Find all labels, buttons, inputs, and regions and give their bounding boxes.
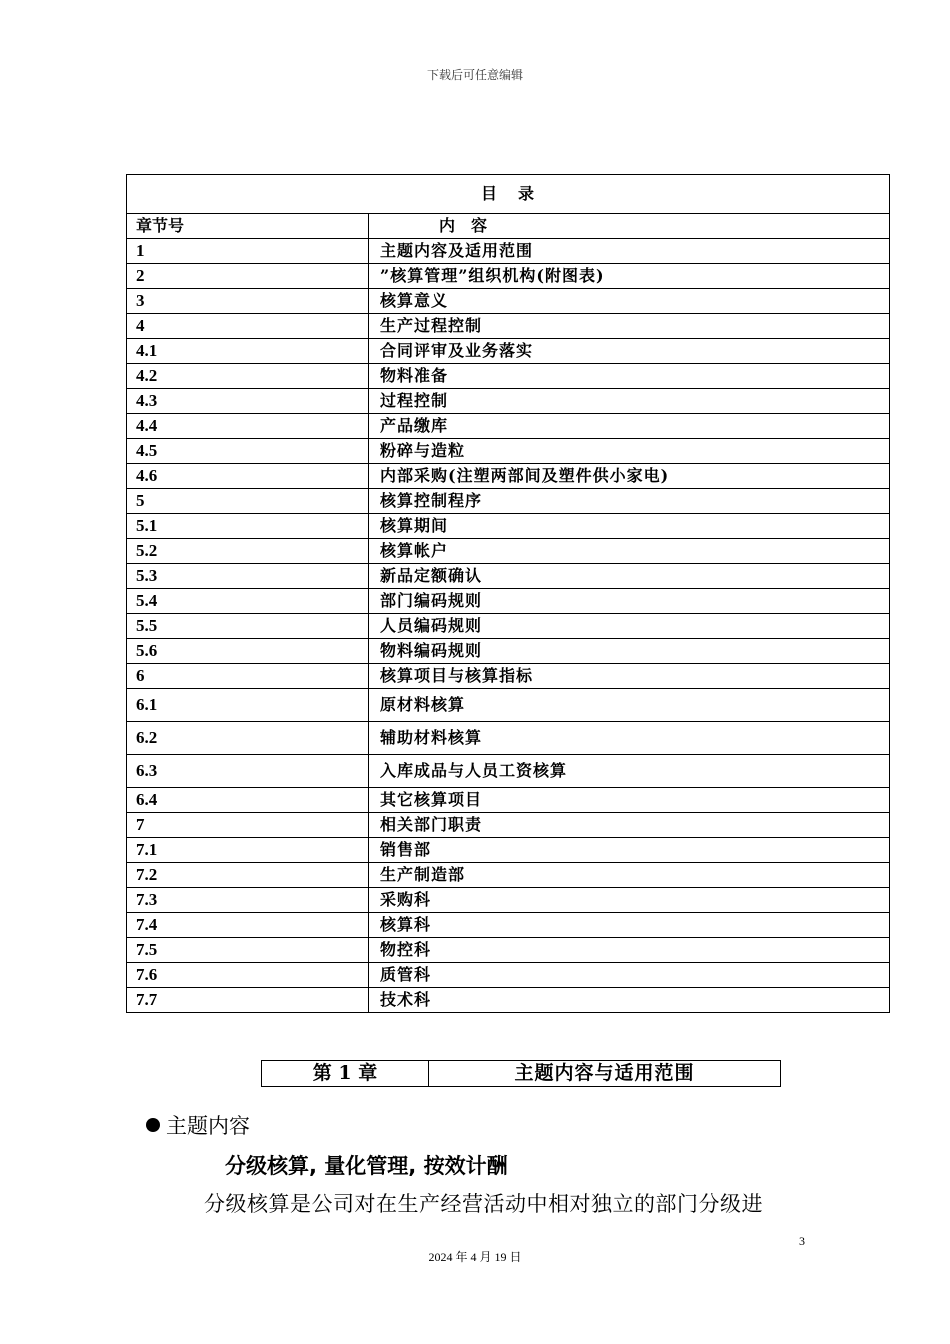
toc-row-content: 部门编码规则 <box>369 589 890 614</box>
toc-row-content: 核算帐户 <box>369 539 890 564</box>
toc-row-content: 主题内容及适用范围 <box>369 239 890 264</box>
toc-row <box>127 414 890 439</box>
toc-row-number: 6.3 <box>127 755 369 788</box>
toc-row <box>127 464 890 489</box>
toc-row-number: 4.6 <box>127 464 369 489</box>
toc-row <box>127 838 890 863</box>
toc-row-number: 7.2 <box>127 863 369 888</box>
toc-row <box>127 788 890 813</box>
toc-row <box>127 539 890 564</box>
table-of-contents <box>126 174 890 1013</box>
toc-row-content: 新品定额确认 <box>369 564 890 589</box>
toc-title <box>127 175 890 214</box>
toc-row <box>127 264 890 289</box>
toc-row <box>127 339 890 364</box>
subheading: 分级核算, 量化管理, 按效计酬 <box>225 1154 508 1178</box>
toc-row-content: 原材料核算 <box>369 689 890 722</box>
section-bullet-text: 主题内容 <box>166 1114 250 1138</box>
toc-row-content: 合同评审及业务落实 <box>369 339 890 364</box>
toc-row-number: 7.6 <box>127 963 369 988</box>
toc-row-number: 5.1 <box>127 514 369 539</box>
toc-row-content: 内部采购(注塑两部间及塑件供小家电) <box>369 464 890 489</box>
toc-row-number: 1 <box>127 239 369 264</box>
toc-row <box>127 913 890 938</box>
toc-row-content: 相关部门职责 <box>369 813 890 838</box>
toc-row <box>127 755 890 788</box>
toc-row <box>127 639 890 664</box>
toc-row-number: 5 <box>127 489 369 514</box>
chapter-title: 主题内容与适用范围 <box>514 1062 695 1084</box>
toc-row <box>127 689 890 722</box>
toc-title-char-1: 目 <box>480 184 498 203</box>
toc-row <box>127 589 890 614</box>
toc-row-number: 5.3 <box>127 564 369 589</box>
toc-row <box>127 813 890 838</box>
toc-row-content: 质管科 <box>369 963 890 988</box>
toc-row-content: 采购科 <box>369 888 890 913</box>
toc-row-content: 入库成品与人员工资核算 <box>369 755 890 788</box>
page-number: 3 <box>799 1234 805 1248</box>
toc-body <box>127 239 890 1013</box>
toc-row <box>127 863 890 888</box>
toc-row-number: 6.2 <box>127 722 369 755</box>
toc-col-content-header: 内 容 <box>369 214 890 239</box>
toc-row-number: 7 <box>127 813 369 838</box>
toc-row <box>127 614 890 639</box>
toc-row-content: 核算控制程序 <box>369 489 890 514</box>
toc-row-number: 2 <box>127 264 369 289</box>
toc-row <box>127 938 890 963</box>
toc-row-content: 核算期间 <box>369 514 890 539</box>
toc-row-content: 生产制造部 <box>369 863 890 888</box>
footer-date: 2024 年 4 月 19 日 <box>428 1250 522 1264</box>
body-paragraph: 分级核算是公司对在生产经营活动中相对独立的部门分级进 <box>204 1192 763 1216</box>
toc-row <box>127 364 890 389</box>
toc-row-number: 3 <box>127 289 369 314</box>
toc-row-number: 7.4 <box>127 913 369 938</box>
toc-row-number: 4.5 <box>127 439 369 464</box>
toc-row-number: 4.3 <box>127 389 369 414</box>
toc-row-number: 4.2 <box>127 364 369 389</box>
toc-row <box>127 564 890 589</box>
toc-row-content: 其它核算项目 <box>369 788 890 813</box>
toc-row-number: 6.4 <box>127 788 369 813</box>
toc-row-number: 4 <box>127 314 369 339</box>
toc-row-content: 物控科 <box>369 938 890 963</box>
toc-row-number: 5.5 <box>127 614 369 639</box>
toc-row-number: 6.1 <box>127 689 369 722</box>
toc-row <box>127 289 890 314</box>
toc-row <box>127 439 890 464</box>
toc-row <box>127 888 890 913</box>
toc-row <box>127 314 890 339</box>
toc-row-number: 7.5 <box>127 938 369 963</box>
toc-row-number: 5.6 <box>127 639 369 664</box>
header-note: 下载后可任意编辑 <box>426 68 523 82</box>
toc-row-content: 粉碎与造粒 <box>369 439 890 464</box>
toc-row-content: 物料编码规则 <box>369 639 890 664</box>
toc-row-content: 核算项目与核算指标 <box>369 664 890 689</box>
toc-row <box>127 722 890 755</box>
toc-row-number: 5.4 <box>127 589 369 614</box>
toc-row-number: 4.1 <box>127 339 369 364</box>
toc-row <box>127 514 890 539</box>
toc-title-char-2: 录 <box>518 184 536 203</box>
toc-row-content: 销售部 <box>369 838 890 863</box>
toc-row <box>127 664 890 689</box>
section-bullet <box>146 1110 250 1140</box>
toc-row-content: ”核算管理”组织机构(附图表) <box>369 264 890 289</box>
toc-row <box>127 988 890 1013</box>
toc-row-content: 核算科 <box>369 913 890 938</box>
toc-row-content: 产品缴库 <box>369 414 890 439</box>
chapter-number: 第 1 章 <box>262 1061 429 1086</box>
toc-col-num-header: 章节号 <box>127 214 369 239</box>
toc-row-number: 6 <box>127 664 369 689</box>
toc-row-number: 7.1 <box>127 838 369 863</box>
toc-row <box>127 239 890 264</box>
toc-row-number: 7.7 <box>127 988 369 1013</box>
toc-row-content: 辅助材料核算 <box>369 722 890 755</box>
toc-row <box>127 389 890 414</box>
toc-row-content: 技术科 <box>369 988 890 1013</box>
toc-row-content: 生产过程控制 <box>369 314 890 339</box>
toc-row-number: 7.3 <box>127 888 369 913</box>
toc-row-content: 人员编码规则 <box>369 614 890 639</box>
toc-row-content: 过程控制 <box>369 389 890 414</box>
toc-row-content: 物料准备 <box>369 364 890 389</box>
bullet-icon <box>146 1118 160 1132</box>
toc-row <box>127 489 890 514</box>
toc-row-number: 4.4 <box>127 414 369 439</box>
chapter-heading <box>261 1060 781 1087</box>
toc-row-content: 核算意义 <box>369 289 890 314</box>
toc-row <box>127 963 890 988</box>
toc-row-number: 5.2 <box>127 539 369 564</box>
